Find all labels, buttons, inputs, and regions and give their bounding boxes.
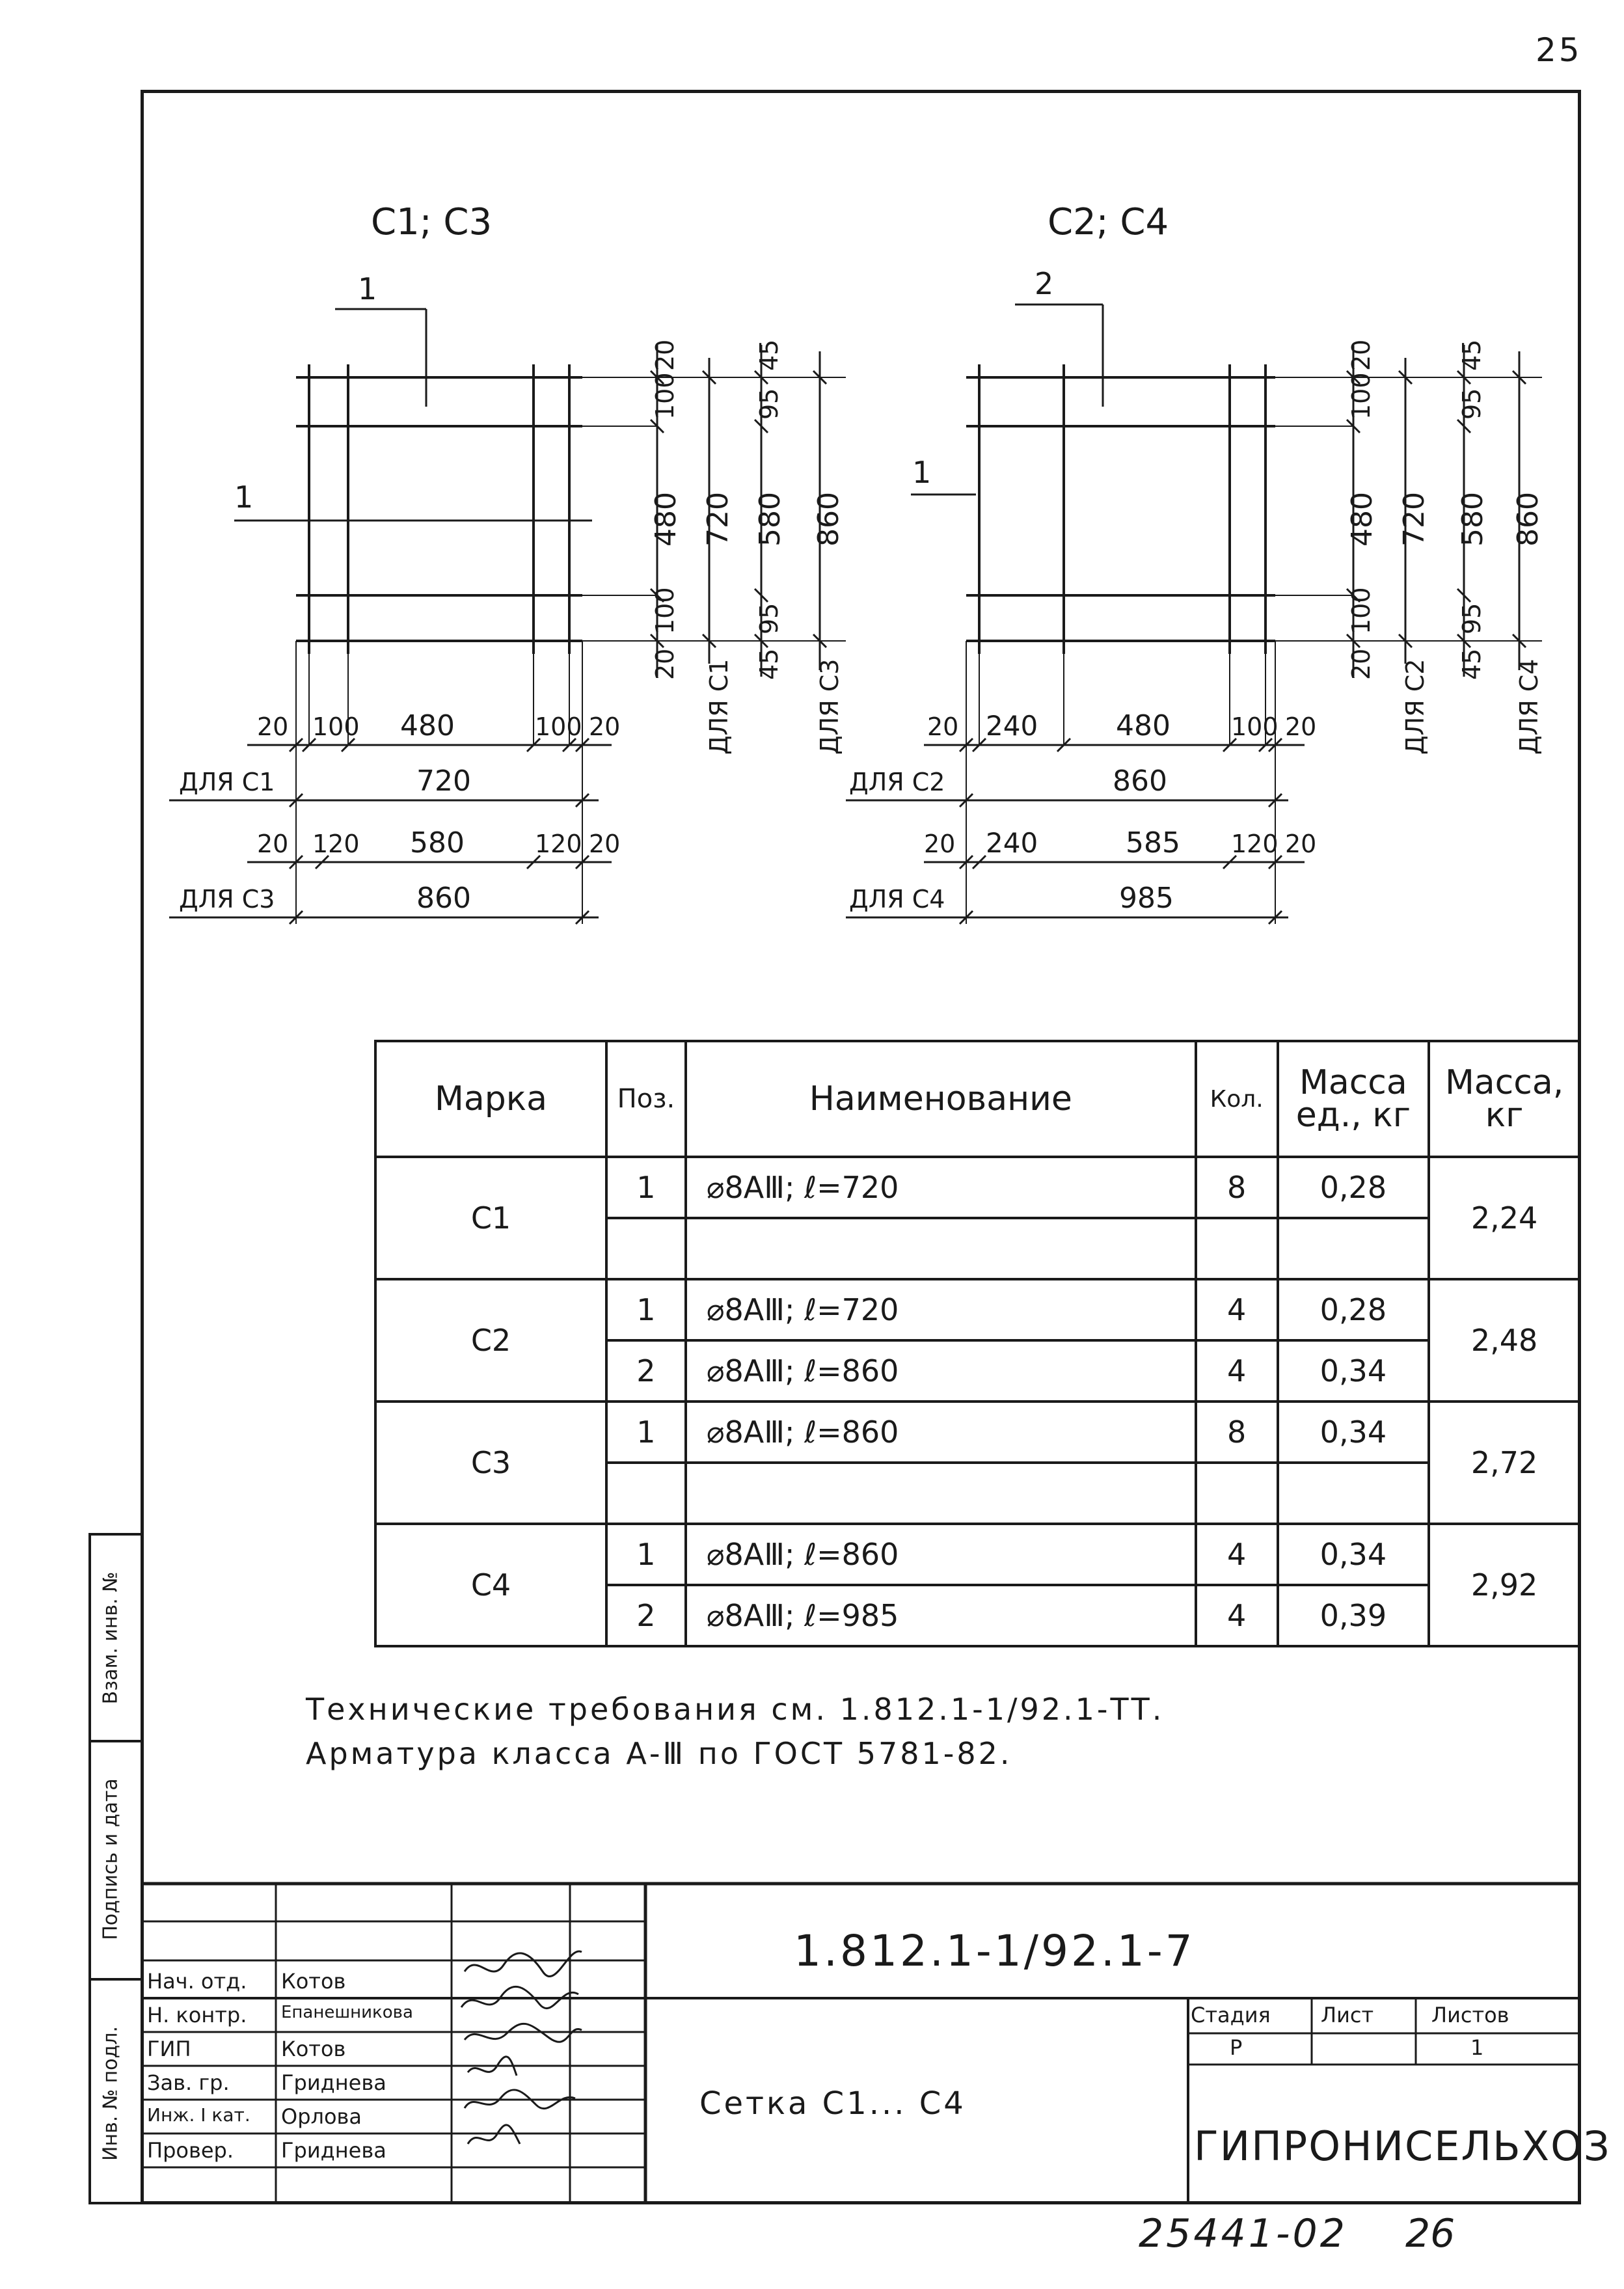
dim-label: 100 [1231, 712, 1279, 741]
dim-label: 20 [257, 712, 289, 741]
dim-label: 480 [1116, 709, 1171, 742]
dim-label: ДЛЯ С4 [1515, 658, 1543, 755]
position-label: 1 [234, 480, 254, 515]
dim-label: 20 [1347, 648, 1375, 680]
dim-label: ДЛЯ С1 [705, 658, 733, 755]
mesh-diagram-c2-c4 [839, 182, 1581, 963]
sheet-name: Сетка С1... С4 [699, 2085, 966, 2122]
cell-name: ⌀8АⅢ; ℓ=860 [686, 1524, 1196, 1585]
staff-role: ГИП [147, 2037, 191, 2061]
signature [465, 2090, 575, 2109]
dim-label: 45 [1457, 339, 1486, 371]
dim-label: ДЛЯ С2 [1401, 658, 1429, 755]
cell-mark: С2 [375, 1279, 606, 1402]
table-row [375, 1402, 1580, 1463]
staff-name: Котов [281, 1969, 346, 1994]
side-stamp [88, 1533, 141, 2204]
staff-role: Н. контр. [147, 2003, 247, 2027]
staff-name: Орлова [281, 2104, 362, 2129]
dim-label: ДЛЯ С3 [815, 658, 844, 755]
cell-qty: 8 [1196, 1402, 1278, 1463]
dim-label: 45 [755, 339, 783, 371]
cell-pos: 2 [606, 1585, 686, 1646]
dim-label: 20 [924, 830, 956, 858]
cell-pos: 2 [606, 1340, 686, 1402]
dim-label: 480 [1346, 492, 1379, 547]
archive-code: 25441-02 [1139, 2211, 1347, 2256]
doc-code: 1.812.1-1/92.1-7 [794, 1926, 1195, 1976]
cell-pos: 1 [606, 1279, 686, 1340]
dim-label: 120 [312, 830, 360, 858]
cell-qty: 8 [1196, 1157, 1278, 1218]
dim-label: 720 [1398, 492, 1431, 547]
diagram-title: С1; С3 [371, 201, 493, 243]
cell-pos: 1 [606, 1157, 686, 1218]
position-label: 1 [358, 271, 377, 306]
cell-qty: 4 [1196, 1585, 1278, 1646]
cell-name: ⌀8АⅢ; ℓ=985 [686, 1585, 1196, 1646]
dim-label: 20 [1347, 339, 1375, 371]
dim-label: 20 [589, 830, 621, 858]
staff-role: Провер. [147, 2138, 234, 2163]
dim-label: 100 [1347, 587, 1375, 634]
cell-pos [606, 1218, 686, 1279]
dim-label: ДЛЯ С1 [179, 768, 275, 796]
cell-qty [1196, 1463, 1278, 1524]
dim-label: 100 [535, 712, 582, 741]
signature [461, 1986, 578, 2008]
signature [468, 2057, 517, 2076]
dim-label: 20 [651, 339, 679, 371]
header-unit-mass: Масса ед., кг [1278, 1041, 1429, 1157]
signature [465, 1951, 582, 1977]
header-mark: Марка [375, 1041, 606, 1157]
staff-name: Котов [281, 2037, 346, 2061]
dim-label: 20 [651, 648, 679, 680]
dim-label: 860 [1511, 492, 1545, 547]
staff-role: Нач. отд. [147, 1969, 247, 1994]
dim-label: 240 [986, 827, 1038, 859]
cell-unit-mass [1278, 1463, 1429, 1524]
signatures [452, 1926, 588, 2199]
cell-pos: 1 [606, 1524, 686, 1585]
cell-mass: 2,72 [1429, 1402, 1580, 1524]
sheets-label: Листов [1431, 2003, 1509, 2027]
dim-label: 120 [535, 830, 582, 858]
dim-label: 100 [651, 372, 679, 420]
sheet-label: Лист [1321, 2003, 1374, 2027]
dim-label: 860 [812, 492, 845, 547]
staff-role: Зав. гр. [147, 2070, 230, 2095]
dim-label: 20 [257, 830, 289, 858]
staff-name: Епанешникова [281, 2003, 413, 2022]
cell-qty: 4 [1196, 1340, 1278, 1402]
dim-label: 860 [416, 882, 471, 915]
specification-table [374, 1040, 1581, 1647]
dim-label: 95 [1457, 603, 1486, 634]
cell-name: ⌀8АⅢ; ℓ=720 [686, 1279, 1196, 1340]
cell-name [686, 1218, 1196, 1279]
cell-name [686, 1463, 1196, 1524]
cell-mass: 2,92 [1429, 1524, 1580, 1646]
note-line: Арматура класса А-Ⅲ по ГОСТ 5781-82. [306, 1736, 1012, 1771]
dim-label: 120 [1231, 830, 1279, 858]
dim-label: 860 [1113, 765, 1167, 798]
staff-role: Инж. I кат. [147, 2104, 250, 2126]
cell-mark: С1 [375, 1157, 606, 1279]
dim-label: ДЛЯ С3 [179, 885, 275, 914]
dim-label: 20 [589, 712, 621, 741]
dim-label: 240 [986, 710, 1038, 742]
dim-label: 580 [1456, 492, 1489, 547]
side-stamp-inv: Инв. № подл. [99, 2026, 122, 2161]
dim-label: 100 [651, 587, 679, 634]
dim-label: 720 [416, 765, 471, 798]
dim-label: 95 [1457, 388, 1486, 420]
dim-label: 45 [755, 648, 783, 680]
dim-label: 480 [400, 709, 455, 742]
dim-label: 480 [649, 492, 683, 547]
header-pos: Поз. [606, 1041, 686, 1157]
table-row [375, 1279, 1580, 1340]
dim-label: 720 [701, 492, 735, 547]
header-name: Наименование [686, 1041, 1196, 1157]
dim-label: 45 [1457, 648, 1486, 680]
dim-label: 100 [1347, 372, 1375, 420]
dim-label: ДЛЯ С4 [849, 885, 945, 914]
cell-pos [606, 1463, 686, 1524]
side-stamp-vzam: Взам. инв. № [99, 1571, 122, 1705]
cell-pos: 1 [606, 1402, 686, 1463]
dim-label: 100 [312, 712, 360, 741]
cell-name: ⌀8АⅢ; ℓ=860 [686, 1402, 1196, 1463]
position-label: 2 [1035, 266, 1054, 301]
sheets-value: 1 [1470, 2035, 1484, 2060]
dim-label: 95 [755, 603, 783, 634]
cell-qty [1196, 1218, 1278, 1279]
cell-qty: 4 [1196, 1524, 1278, 1585]
side-stamp-podpis: Подпись и дата [99, 1778, 122, 1940]
position-label: 1 [912, 455, 932, 490]
table-row [375, 1157, 1580, 1218]
cell-mark: С4 [375, 1524, 606, 1646]
diagram-title: С2; С4 [1048, 201, 1169, 243]
cell-name: ⌀8АⅢ; ℓ=720 [686, 1157, 1196, 1218]
header-mass: Масса, кг [1429, 1041, 1580, 1157]
mesh-diagram-c1-c3 [150, 182, 845, 963]
signature [468, 2125, 520, 2144]
archive-sheet: 26 [1405, 2211, 1455, 2256]
signature [465, 2024, 582, 2042]
dim-label: 95 [755, 388, 783, 420]
dim-label: 20 [1285, 830, 1317, 858]
cell-mass: 2,48 [1429, 1279, 1580, 1402]
organization: ГИПРОНИСЕЛЬХОЗ [1194, 2122, 1611, 2170]
cell-mass: 2,24 [1429, 1157, 1580, 1279]
staff-name: Гриднева [281, 2138, 386, 2163]
dim-label: 580 [410, 826, 465, 860]
staff-name: Гриднева [281, 2070, 386, 2095]
header-qty: Кол. [1196, 1041, 1278, 1157]
cell-qty: 4 [1196, 1279, 1278, 1340]
cell-unit-mass: 0,28 [1278, 1157, 1429, 1218]
cell-unit-mass: 0,34 [1278, 1524, 1429, 1585]
cell-unit-mass: 0,39 [1278, 1585, 1429, 1646]
cell-unit-mass: 0,34 [1278, 1340, 1429, 1402]
dim-label: 985 [1119, 882, 1174, 915]
dim-label: 20 [927, 712, 959, 741]
cell-name: ⌀8АⅢ; ℓ=860 [686, 1340, 1196, 1402]
cell-unit-mass [1278, 1218, 1429, 1279]
dim-label: ДЛЯ С2 [849, 768, 945, 796]
stage-label: Стадия [1191, 2003, 1271, 2027]
stage-value: Р [1230, 2035, 1243, 2060]
cell-mark: С3 [375, 1402, 606, 1524]
dim-label: 20 [1285, 712, 1317, 741]
dim-label: 585 [1126, 826, 1180, 860]
cell-unit-mass: 0,28 [1278, 1279, 1429, 1340]
page-number: 25 [1536, 31, 1582, 69]
cell-unit-mass: 0,34 [1278, 1402, 1429, 1463]
table-row [375, 1524, 1580, 1585]
dim-label: 580 [753, 492, 787, 547]
note-line: Технические требования см. 1.812.1-1/92.1-ТТ. [306, 1692, 1165, 1727]
